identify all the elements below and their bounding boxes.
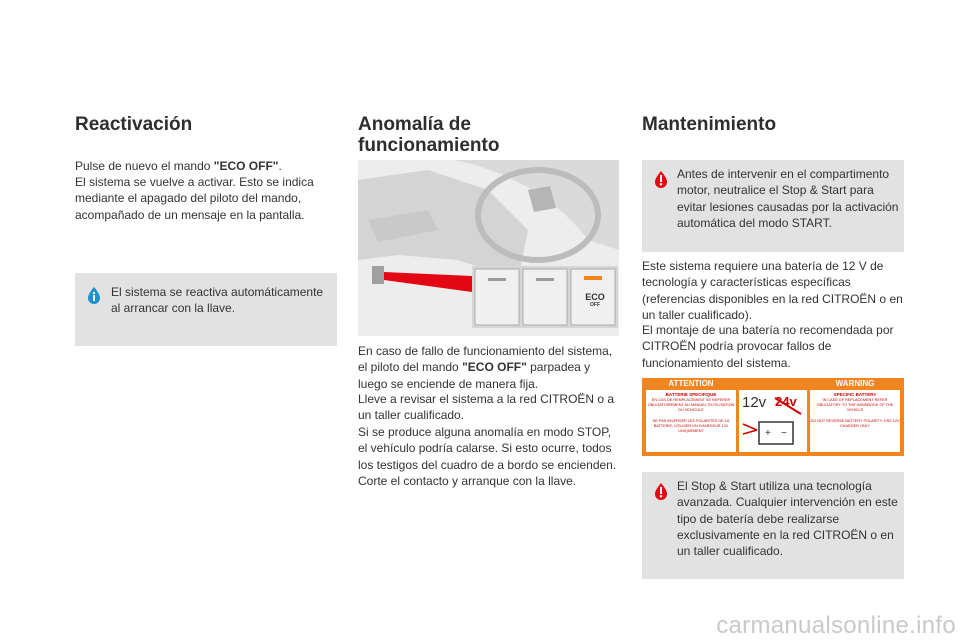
eco-off-command-2: "ECO OFF" bbox=[462, 360, 527, 375]
label-en-polarity: DO NOT REVERSE BATTERY POLARITY, USE 12V CHARGER ONLY bbox=[810, 419, 900, 428]
label-fr-text: EN CAS DE REMPLACEMENT SE REFERER OBLIGATOIREMENT AU MANUEL D'UTILISATION DU VEHICULE bbox=[647, 398, 735, 412]
reactivacion-paragraph-2: El sistema se vuelve a activar. Esto se indica mediante el apagado del piloto del mando, acompañado de un mensaje en la pantalla. bbox=[75, 175, 314, 222]
warning-icon bbox=[652, 482, 670, 500]
label-fr-polarity: NE PAS INVERSER LES POLARITES DE LA BATTERIE; UTILISER UN CHARGEUR 12V UNIQUEMENT bbox=[652, 419, 730, 433]
label-warning: WARNING bbox=[835, 379, 875, 388]
reactivacion-p1-end: . bbox=[278, 159, 282, 173]
mantenimiento-paragraph-2: El montaje de una batería no recomendada por CITROËN podría provocar fallos de funcionamiento del sistema. bbox=[642, 323, 894, 370]
label-en-title: SPECIFIC BATTERY bbox=[833, 392, 877, 397]
label-24v: 24v bbox=[775, 394, 797, 409]
anomalia-title bbox=[358, 114, 499, 156]
label-english-panel bbox=[810, 390, 900, 452]
eco-off-command: "ECO OFF" bbox=[213, 159, 279, 173]
info-box-text: El sistema se reactiva automáticamente al arrancar con la llave. bbox=[111, 285, 324, 316]
battery-warning-label bbox=[642, 378, 904, 456]
warning-box-2-text: El Stop & Start utiliza una tecnología avanzada. Cualquier intervención en este tipo de batería debe realizarse exclusivamente en la red CITROËN o en un taller cualificado. bbox=[677, 479, 898, 559]
eco-button-sublabel: OFF bbox=[590, 302, 600, 308]
dashboard-illustration bbox=[358, 160, 619, 336]
anomalia-paragraph-2: Lleve a revisar el sistema a la red CITROËN o a un taller cualificado. bbox=[358, 392, 615, 423]
eco-button-label: ECO bbox=[585, 292, 605, 302]
warning-box-2 bbox=[642, 472, 904, 579]
watermark: carmanualsonline.info bbox=[716, 612, 956, 639]
battery-icon bbox=[739, 390, 807, 452]
warning-box-1 bbox=[642, 160, 904, 252]
label-french-panel bbox=[646, 390, 736, 452]
info-icon bbox=[85, 286, 103, 304]
anomalia-p1-text: En caso de fallo de funcionamiento del sistema, el piloto del mando bbox=[358, 344, 613, 375]
label-en-text: IN CASE OF REPLACEMENT REFER OBLIGATORY TO THE HANDBOOK OF THE VEHICLE bbox=[816, 398, 894, 412]
info-box bbox=[75, 273, 337, 346]
reactivacion-p1-text: Pulse de nuevo el mando bbox=[75, 159, 214, 173]
anomalia-title-line-2: funcionamiento bbox=[358, 135, 500, 156]
anomalia-p1-end: parpadea y luego se enciende de manera fija. bbox=[358, 360, 591, 391]
label-12v: 12v bbox=[742, 394, 767, 411]
label-fr-title: BATTERIE SPECIFIQUE bbox=[665, 392, 717, 397]
anomalia-paragraph-1 bbox=[358, 343, 620, 392]
reactivacion-title: Reactivación bbox=[75, 114, 193, 135]
warning-box-1-text: Antes de intervenir en el compartimento motor, neutralice el Stop & Start para evitar lesiones causadas por la activación automática del modo START. bbox=[677, 167, 899, 230]
warning-icon bbox=[652, 170, 670, 188]
anomalia-paragraph-3: Si se produce alguna anomalía en modo STOP, el vehículo podría calarse. Si esto ocurre, todos los testigos del cuadro de a bordo se encienden. Corte el contacto y arranque con la llave. bbox=[358, 425, 617, 488]
svg-text:+: + bbox=[765, 428, 771, 439]
anomalia-title-line-1: Anomalía de bbox=[358, 114, 471, 135]
svg-text:−: − bbox=[781, 428, 787, 439]
dashboard-photo bbox=[358, 160, 619, 336]
reactivacion-paragraph-1 bbox=[75, 158, 335, 174]
mantenimiento-paragraph-1: Este sistema requiere una batería de 12 V de tecnología y características específicas (referencias disponibles en la red CITROËN o en un taller cualificado). bbox=[642, 259, 903, 322]
mantenimiento-title: Mantenimiento bbox=[642, 114, 777, 135]
label-center-panel bbox=[739, 390, 807, 452]
label-attention: ATTENTION bbox=[668, 379, 714, 388]
